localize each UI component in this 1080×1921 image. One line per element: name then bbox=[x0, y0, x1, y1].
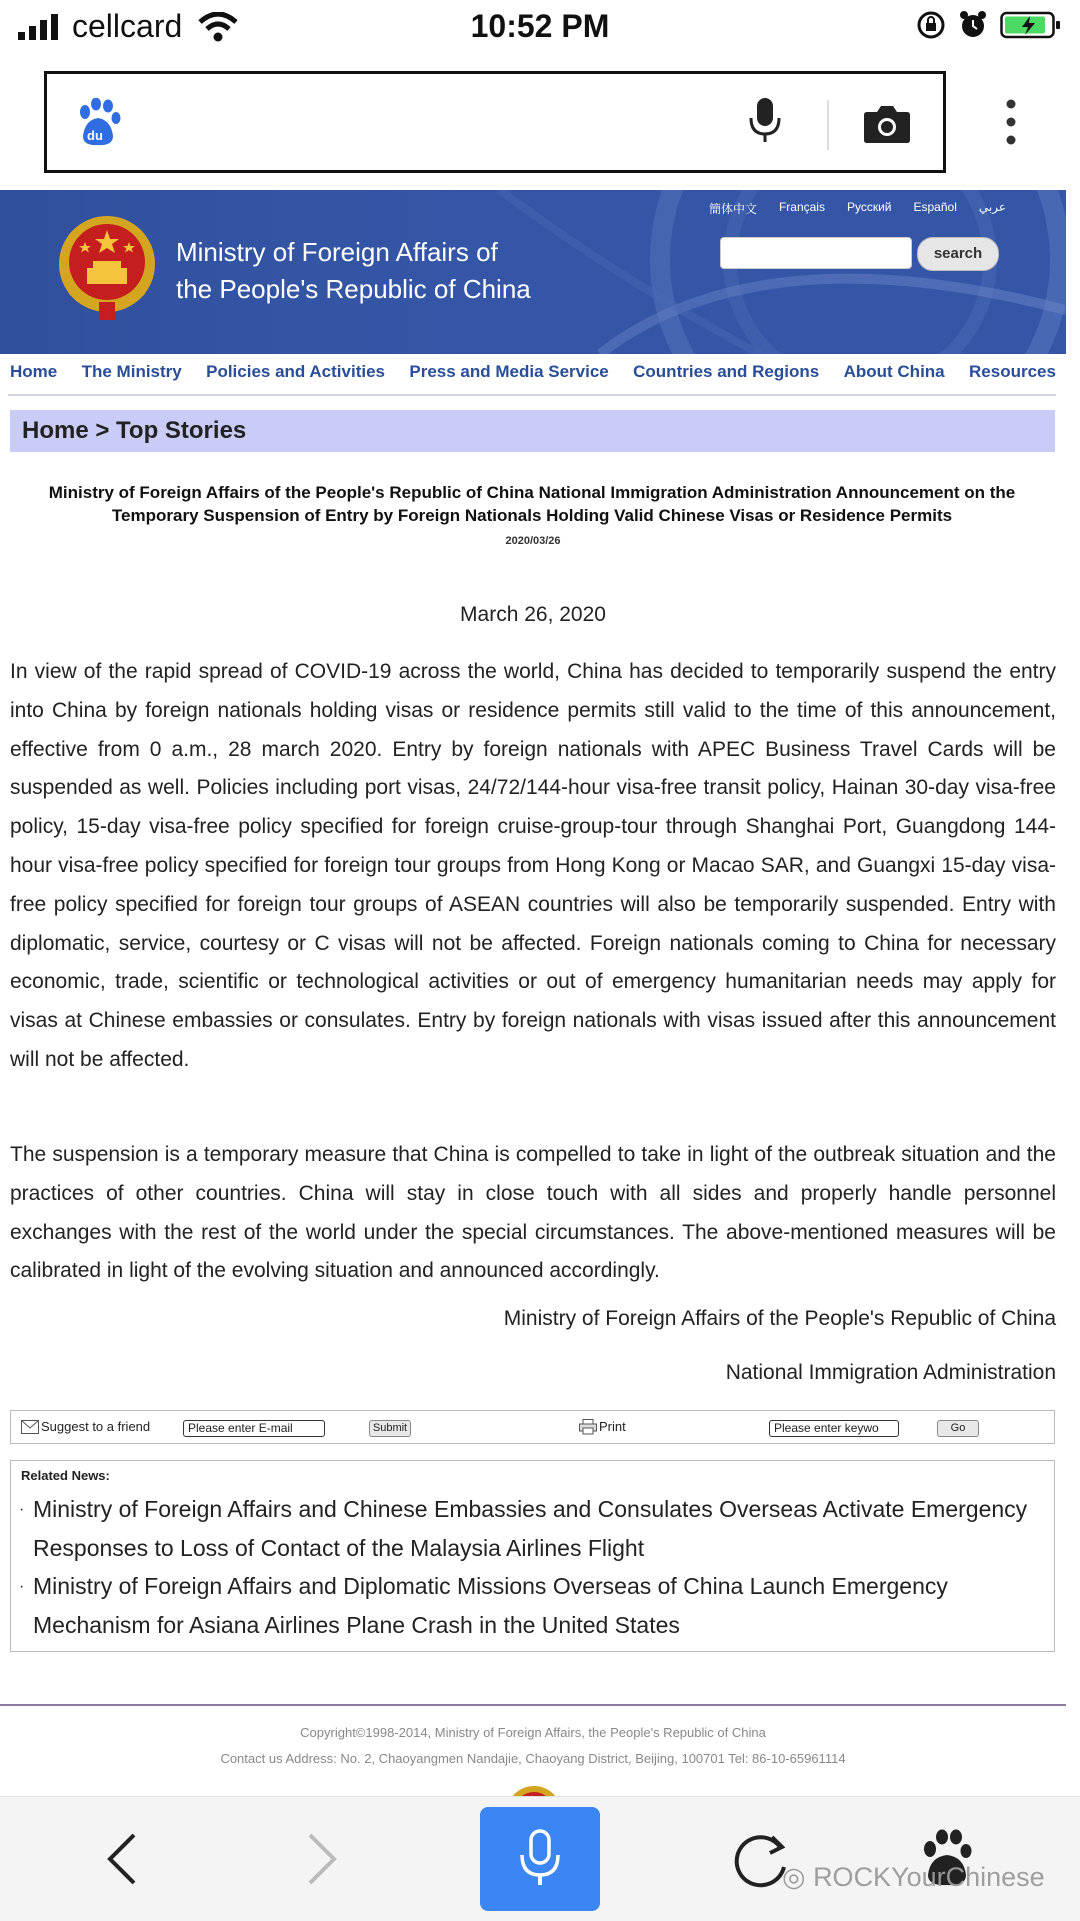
baidu-paw-logo bbox=[75, 98, 121, 148]
battery-icon bbox=[1000, 10, 1062, 40]
lang-link-chinese[interactable]: 簡体中文 bbox=[708, 202, 757, 216]
camera-icon[interactable] bbox=[863, 104, 911, 144]
signature-ministry: Ministry of Foreign Affairs of the People's Republic of China bbox=[503, 1307, 1056, 1330]
related-news-link[interactable]: Ministry of Foreign Affairs and Chinese Embassies and Consulates Overseas Activate Emergency Responses to Loss of Contact of the Malaysia Airlines Flight bbox=[33, 1496, 1028, 1561]
article-paragraph-2: The suspension is a temporary measure that China is compelled to take in light of the outbreak situation and the practices of other countries. China will stay in close touch with all sides and properly handle personnel exchanges with the rest of the world under the special circumstances. The above-mentioned measures will be calibrated in light of the evolving situation and announced accordingly. bbox=[10, 1143, 1056, 1283]
site-nav bbox=[0, 362, 1066, 392]
lang-link-french[interactable]: Français bbox=[778, 200, 825, 214]
footer-contact: Contact us Address: No. 2, Chaoyangmen Nandajie, Chaoyang District, Beijing, 100701 Tel: 86-10-65961114 bbox=[220, 1751, 846, 1766]
related-news-link[interactable]: Ministry of Foreign Affairs and Diplomatic Missions Overseas of China Launch Emergency Mechanism for Asiana Airlines Plane Crash in the United States bbox=[33, 1573, 948, 1638]
nav-press-media[interactable]: Press and Media Service bbox=[409, 362, 609, 381]
microphone-icon[interactable] bbox=[747, 96, 783, 146]
site-title-line2: the People's Republic of China bbox=[176, 274, 531, 304]
signature-immigration: National Immigration Administration bbox=[725, 1361, 1056, 1384]
language-links bbox=[709, 200, 1006, 217]
site-title-line1: Ministry of Foreign Affairs of bbox=[176, 237, 498, 267]
footer-copyright: Copyright©1998-2014, Ministry of Foreign Affairs, the People's Republic of China bbox=[300, 1725, 766, 1740]
article-publish-date: 2020/03/26 bbox=[505, 535, 561, 547]
email-input[interactable]: Please enter E-mail bbox=[183, 1420, 325, 1437]
search-box-divider bbox=[827, 100, 829, 150]
microphone-icon bbox=[518, 1829, 562, 1889]
printer-icon bbox=[579, 1419, 597, 1435]
site-banner bbox=[0, 190, 1066, 354]
site-search-input[interactable] bbox=[720, 237, 912, 269]
nav-about-china[interactable]: About China bbox=[843, 362, 945, 381]
more-vertical-icon[interactable] bbox=[998, 98, 1024, 148]
clock: 10:52 PM bbox=[470, 8, 610, 44]
browser-search-box[interactable] bbox=[44, 71, 946, 173]
watermark-label: ROCKYourChinese bbox=[813, 1862, 1045, 1892]
related-news-title: Related News: bbox=[21, 1468, 110, 1483]
envelope-icon bbox=[21, 1420, 39, 1434]
article-paragraph-1: In view of the rapid spread of COVID-19 across the world, China has decided to temporarily suspend the entry into China by foreign nationals holding visas or residence permits still valid to the time of this announcement, effective from 0 a.m., 28 march 2020. Entry by foreign nationals with APEC Business Travel Cards will be suspended as well. Policies including port visas, 24/72/144-hour visa-free transit policy, Hainan 30-day visa-free policy, 15-day visa-free policy specified for foreign cruise-group-tour through Shanghai Port, Guangdong 144-hour visa-free policy specified for foreign tour groups from Hong Kong or Macao SAR, and Guangxi 15-day visa-free policy specified for foreign tour groups of ASEAN countries will also be temporarily suspended. Entry with diplomatic, service, courtesy or C visas will not be affected. Foreign nationals coming to China for necessary economic, trade, scientific or technological activities or out of emergency humanitarian needs may apply for visas at Chinese embassies or consulates. Entry by foreign nationals with visas issued after this announcement will not be affected. bbox=[10, 660, 1056, 1071]
forward-arrow-icon[interactable] bbox=[306, 1833, 338, 1885]
lang-link-spanish[interactable]: Español bbox=[913, 200, 957, 214]
site-title bbox=[176, 234, 531, 308]
related-news bbox=[10, 1460, 1055, 1652]
carrier-name: cellcard bbox=[72, 8, 183, 44]
suggest-to-friend-link[interactable]: Suggest to a friend bbox=[41, 1419, 151, 1434]
nav-resources[interactable]: Resources bbox=[969, 362, 1056, 381]
article-date: March 26, 2020 bbox=[460, 603, 606, 626]
browser-bottom-bar bbox=[0, 1796, 1080, 1921]
nav-policies-activities[interactable]: Policies and Activities bbox=[206, 362, 385, 381]
bullet-icon: · bbox=[19, 1578, 25, 1595]
article-tools bbox=[10, 1410, 1055, 1444]
related-news-item[interactable] bbox=[19, 1567, 1043, 1645]
wechat-icon: ◎ bbox=[782, 1862, 814, 1892]
svg-text:du: du bbox=[87, 128, 103, 143]
voice-search-button[interactable] bbox=[480, 1807, 600, 1911]
lang-link-russian[interactable]: Русский bbox=[846, 200, 892, 214]
go-button[interactable]: Go bbox=[937, 1420, 979, 1437]
lang-link-arabic[interactable]: عربي bbox=[978, 200, 1006, 214]
back-arrow-icon[interactable] bbox=[106, 1833, 138, 1885]
article-headline: Ministry of Foreign Affairs of the People's Republic of China National Immigration Administration Announcement on the Temporary Suspension of Entry by Foreign Nationals Holding Valid Chinese Visas or Residence Permits bbox=[48, 483, 1016, 525]
site-footer bbox=[0, 1720, 1066, 1772]
national-emblem-logo bbox=[55, 212, 159, 324]
site-search-button[interactable]: search bbox=[917, 237, 999, 271]
footer-divider bbox=[0, 1704, 1066, 1706]
bullet-icon: · bbox=[19, 1501, 25, 1518]
watermark-text bbox=[782, 1862, 1045, 1893]
nav-home[interactable]: Home bbox=[10, 362, 58, 381]
status-bar bbox=[0, 0, 1080, 60]
keyword-input[interactable]: Please enter keywo bbox=[769, 1420, 899, 1437]
nav-divider bbox=[8, 394, 1056, 396]
nav-the-ministry[interactable]: The Ministry bbox=[81, 362, 182, 381]
rotation-lock-icon bbox=[916, 10, 946, 40]
print-link[interactable]: Print bbox=[599, 1419, 626, 1434]
related-news-item[interactable] bbox=[19, 1490, 1043, 1568]
alarm-icon bbox=[958, 10, 988, 40]
submit-button[interactable]: Submit bbox=[369, 1420, 411, 1437]
breadcrumb[interactable]: Home > Top Stories bbox=[10, 410, 1055, 452]
nav-countries-regions[interactable]: Countries and Regions bbox=[633, 362, 820, 381]
